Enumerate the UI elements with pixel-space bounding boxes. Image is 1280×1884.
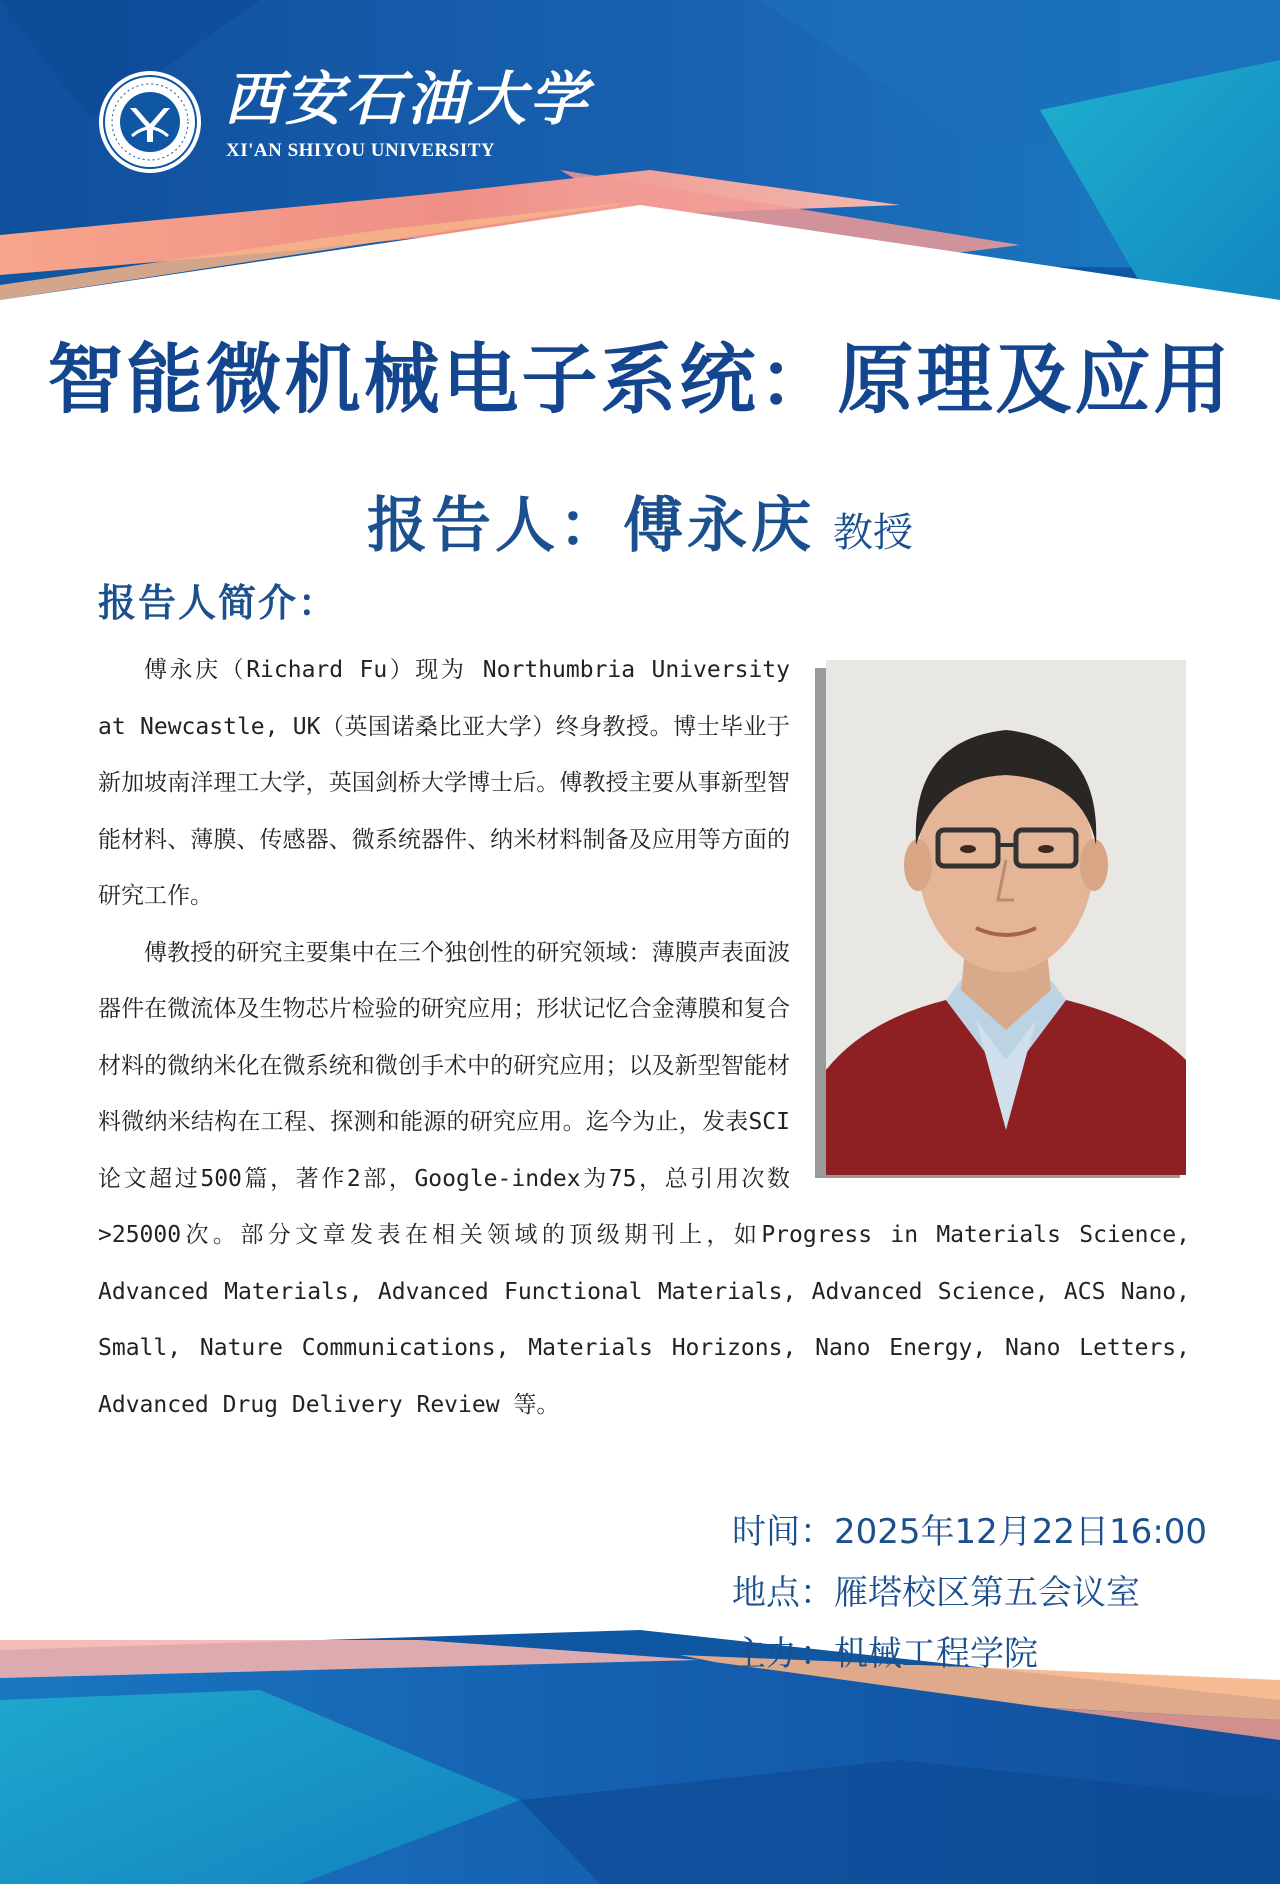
event-time: 时间：2025年12月22日16:00: [732, 1512, 1208, 1552]
university-name-cn: 西安石油大学: [224, 65, 591, 133]
lecture-title: 智能微机械电子系统：原理及应用: [47, 335, 1233, 424]
bio-text: [98, 642, 1190, 1433]
bio-paragraph: 傅教授的研究主要集中在三个独创性的研究领域：薄膜声表面波器件在微流体及生物芯片检验的研究应用；形状记忆合金薄膜和复合材料的微纳米化在微系统和微创手术中的研究应用；以及新型智能材料微纳米结构在工程、探测和能源的研究应用。迄今为止，发表SCI论文超过500篇，著作2部，Google-index为75，总引用次数>25000次。部分文章发表在相关领域的顶级期刊上，如Progress in Materials Science, Advanced Materials, Advanced Functional Materials, Advanced Science, ACS Nano, Small, Nature Communications, Materials Horizons, Nano Energy, Nano Letters, Advanced Drug Delivery Review 等。: [98, 939, 1190, 1418]
university-seal-icon: [98, 70, 202, 174]
speaker-line: [0, 478, 1280, 564]
event-info: [732, 1502, 1207, 1685]
photo-spacer: [790, 642, 1190, 1180]
speaker-title: 教授: [833, 510, 913, 556]
event-host: 主办：机械工程学院: [732, 1634, 1038, 1674]
bio-paragraph: 傅永庆（Richard Fu）现为 Northumbria University at Newcastle, UK（英国诺桑比亚大学）终身教授。博士毕业于新加坡南洋理工大学，英国剑桥大学博士后。傅教授主要从事新型智能材料、薄膜、传感器、微系统器件、纳米材料制备及应用等方面的研究工作。: [98, 657, 790, 909]
bio-heading: 报告人简介：: [98, 581, 339, 625]
speaker-label: 报告人：: [367, 491, 623, 561]
speaker-name: 傅永庆: [623, 491, 815, 561]
event-location: 地点：雁塔校区第五会议室: [732, 1573, 1140, 1613]
university-name-en: XI'AN SHIYOU UNIVERSITY: [226, 140, 496, 161]
